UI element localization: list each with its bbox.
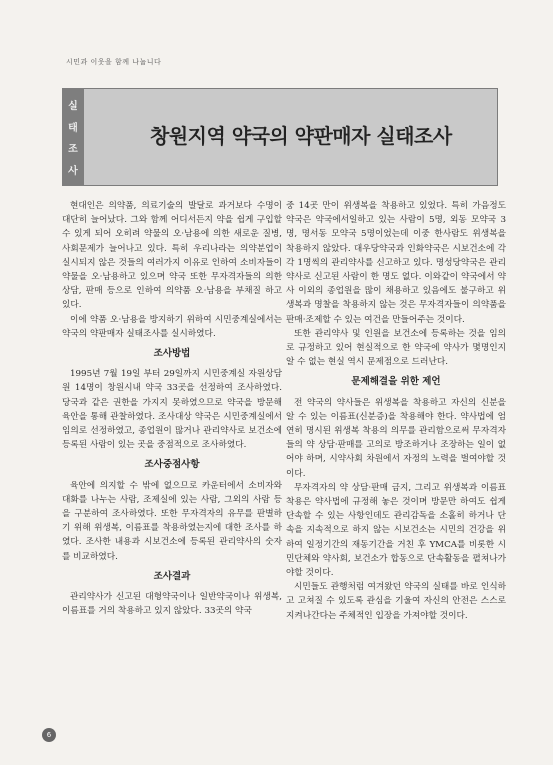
page-number: 6 (42, 728, 56, 742)
section-tag-char: 사 (68, 165, 78, 177)
paragraph: 시민들도 관행처럼 여겨왔던 약국의 실태를 바로 인식하고 고쳐질 수 있도록 관심을 기울여 자신의 안전은 스스로 지켜나간다는 주체적인 입장을 가져야할 것이다. (286, 582, 506, 621)
section-heading: 조사결과 (153, 570, 191, 582)
section-heading: 조사중점사항 (144, 459, 200, 471)
left-column (62, 199, 282, 618)
paragraph: 중 14곳 만이 위생복을 착용하고 있었다. 특히 가음정도 약국은 약국에서일하고 있는 사람이 5명, 외동 모약국 3명, 명서동 모약국 5명이었는데 이중 한사람도 위생복을 착용하지 않았다. 대우당약국과 인화약국은 시보건소에 각각 1명씩의 관리약사를 신고하고 있다. 명성당약국은 관리약사로 신고된 사람이 한 명도 없다. 이와같이 약국에서 약사 이외의 종업원을 많이 채용하고 있음에도 불구하고 위생복과 명찰을 착용하지 않는 것은 무자격자들이 의약품을 판매·조제할 수 있는 여건을 만들어주는 것이다. (286, 201, 506, 325)
paragraph: 무자격자의 약 상담·판매 금지, 그리고 위생복과 이름표 착용은 약사법에 규정해 놓은 것이며 방문만 하여도 쉽게 단속할 수 있는 사항인데도 관리감독을 소홀히 하거나 단속을 지속적으로 하지 않는 시보건소는 시민의 건강을 위하여 일정기간의 재동기간을 거친 후 YMCA를 비롯한 시민단체와 약사회, 보건소가 합동으로 단속활동을 펼쳐나가야할 것이다. (286, 482, 506, 579)
right-column (286, 199, 506, 623)
section-heading: 문제해결을 위한 제언 (351, 376, 441, 388)
paragraph: 육안에 의지할 수 밖에 없으므로 카운터에서 소비자와 대화를 나누는 사람, 조제실에 있는 사람, 그외의 사람 등을 구분하여 조사하였다. 또한 무자격자의 유무를 판별하기 위해 위생복, 이름표를 착용하였는지에 대한 조사를 하였다. 조사한 내용과 시보건소에 등록된 관리약사의 숫자를 비교하였다. (62, 480, 282, 562)
section-tag-char: 실 (68, 101, 78, 113)
paragraph: 또한 관리약사 및 인원을 보건소에 등록하는 것을 임의로 규정하고 있어 현실적으로 한 약국에 약사가 몇명인지 알 수 없는 현실 역시 문제점으로 드러난다. (286, 328, 506, 368)
section-tag-char: 조 (68, 144, 78, 156)
paragraph: 관리약사가 신고된 대형약국이나 일반약국이나 위생복, 이름표를 거의 착용하고 있지 않았다. 33곳의 약국 (62, 592, 282, 617)
section-tag (62, 88, 84, 186)
running-header: 시민과 이웃을 함께 나눕니다 (66, 58, 162, 66)
section-tag-char: 태 (68, 122, 78, 134)
section-heading: 조사방법 (153, 348, 191, 360)
paragraph: 현대인은 의약품, 의료기술의 발달로 과거보다 수명이 대단히 늘어났다. 그와 함께 어디서든지 약을 쉽게 구입할 수 있게 되어 오히려 약물의 오·남용에 의한 새로운 질병, 사회문제가 늘어나고 있다. 특히 우리나라는 의약분업이 실시되지 않은 것들의 여러가지 이유로 인하여 소비자들이 약물을 오·남용하고 있으며 약국 또한 무자격자들의 의한 상담, 판매 등으로 인하여 의약품 오·남용을 부채질 하고 있다. (62, 201, 282, 311)
paragraph: 1995년 7월 19일 부터 29일까지 시민중계실 자원상담원 14명이 창원시내 약국 33곳을 선정하여 조사하였다. 당국과 같은 권한을 가지지 못하였으므로 약국을 방문해 육안을 통해 관찰하였다. 조사대상 약국은 시민중계실에서 임의로 선정하였고, 종업원이 많거나 관리약사로 보건소에 등록된 사람이 있는 곳을 중점적으로 조사하였다. (62, 369, 282, 451)
article-title: 창원지역 약국의 약판매자 실태조사 (150, 124, 452, 148)
paragraph: 전 약국의 약사들은 위생복을 착용하고 자신의 신분을 알 수 있는 이름표(신분증)을 착용해야 한다. 약사법에 엄연히 명시된 위생복 착용의 의무를 관리함으로써 무자격자들의 약 상담·판매를 고의로 방조하거나 조장하는 일이 없어야 하며, 시약사회 차원에서 자정의 노력을 벌여야할 것이다. (286, 397, 506, 479)
paragraph: 이에 약품 오·남용을 방지하기 위하여 시민중계실에서는 약국의 약판매자 실태조사를 실시하였다. (62, 314, 282, 339)
